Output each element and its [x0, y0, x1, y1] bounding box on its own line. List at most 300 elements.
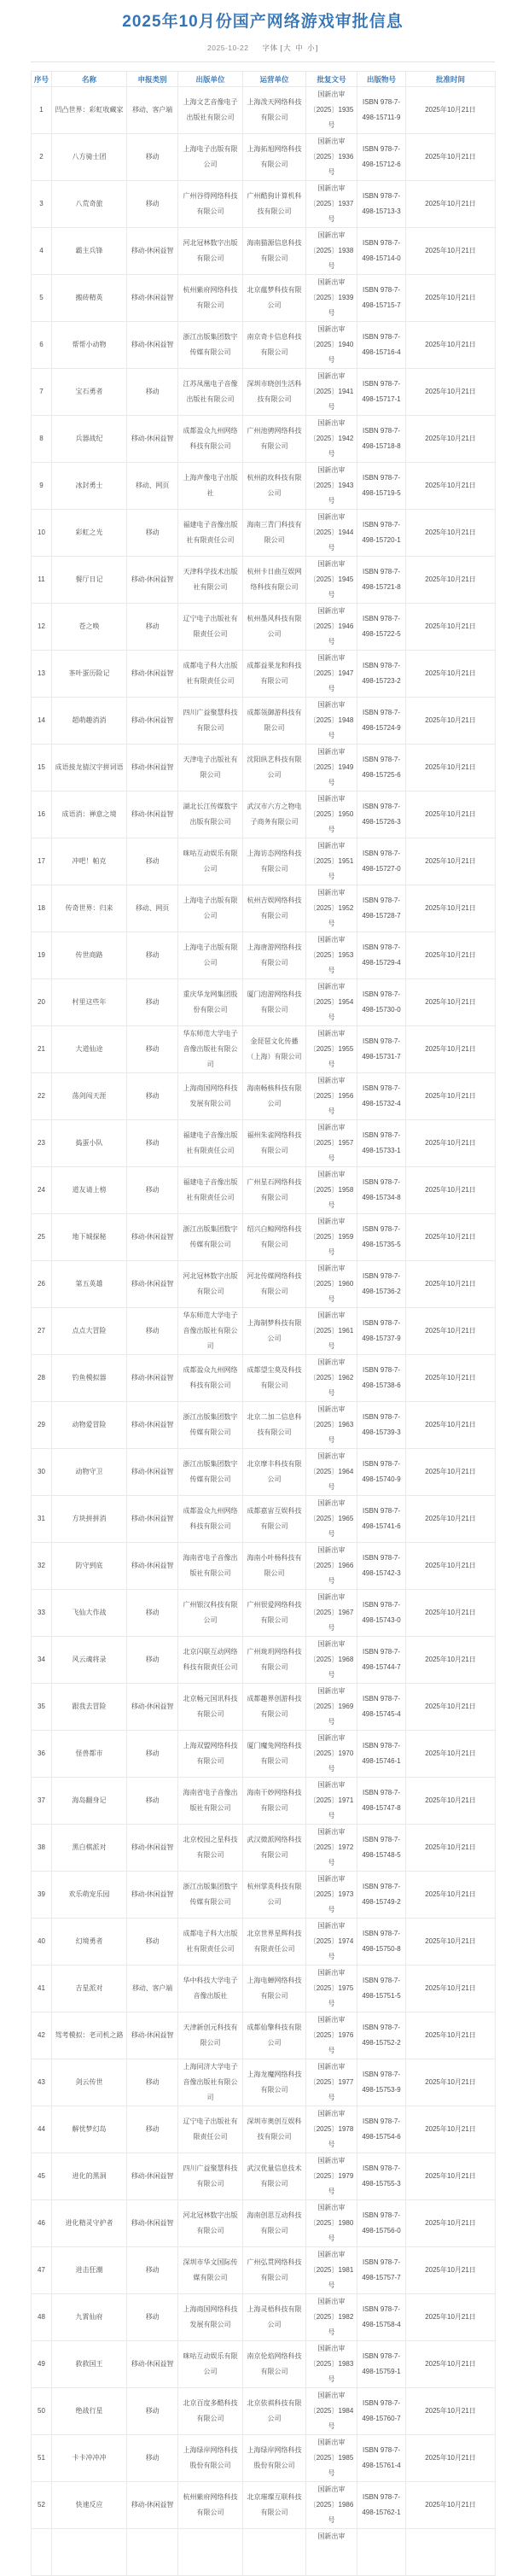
- cell-approval-no: 国新出审 〔2025〕1964 号: [306, 1449, 357, 1496]
- cell-publisher: 北京百度多酷科技有限公司: [178, 2388, 243, 2435]
- cell-approval-date: 2025年10月21日: [406, 87, 496, 134]
- cell-name: 方块拼拼消: [52, 1496, 127, 1543]
- table-row: [32, 651, 496, 698]
- cell-serial: 24: [32, 1167, 52, 1214]
- table-row: [32, 2435, 496, 2482]
- cell-isbn: ISBN 978-7- 498-15757-7: [357, 2247, 406, 2294]
- cell-publisher: 福建电子音像出版社有限责任公司: [178, 1167, 243, 1214]
- cell-isbn: ISBN 978-7- 498-15743-0: [357, 1590, 406, 1637]
- cell-category: 移动-休闲益智: [127, 2012, 178, 2059]
- cell-isbn: ISBN 978-7- 498-15754-6: [357, 2106, 406, 2153]
- cell-name: 怪兽都市: [52, 1731, 127, 1778]
- cell-approval-no: 国新出审: [306, 2529, 357, 2576]
- cell-approval-no: 国新出审 〔2025〕1957 号: [306, 1120, 357, 1167]
- cell-approval-no: 国新出审 〔2025〕1962 号: [306, 1355, 357, 1402]
- cell-approval-no: 国新出审 〔2025〕1949 号: [306, 745, 357, 791]
- cell-approval-date: 2025年10月21日: [406, 1449, 496, 1496]
- font-size-bracket-open: [: [280, 44, 283, 52]
- cell-serial: 43: [32, 2059, 52, 2106]
- cell-category: 移动: [127, 2059, 178, 2106]
- table-row: [32, 557, 496, 604]
- cell-approval-date: 2025年10月21日: [406, 979, 496, 1026]
- cell-operator: 北京世界星辉科技有限责任公司: [243, 1919, 306, 1966]
- cell-isbn: ISBN 978-7- 498-15748-5: [357, 1825, 406, 1872]
- cell-serial: 35: [32, 1684, 52, 1731]
- cell-isbn: ISBN 978-7- 498-15739-3: [357, 1402, 406, 1449]
- cell-name: 黑白棋派对: [52, 1825, 127, 1872]
- column-header-operator: 运营单位: [243, 72, 306, 87]
- cell-category: 移动: [127, 1778, 178, 1825]
- cell-serial: 45: [32, 2153, 52, 2200]
- cell-approval-date: 2025年10月21日: [406, 1073, 496, 1120]
- cell-serial: 7: [32, 369, 52, 416]
- cell-publisher: 上海绿岸网络科技股份有限公司: [178, 2435, 243, 2482]
- cell-approval-no: 国新出审 〔2025〕1947 号: [306, 651, 357, 698]
- cell-operator: 海南三青门科技有限公司: [243, 510, 306, 557]
- cell-name: 第五英雄: [52, 1261, 127, 1308]
- cell-publisher: 四川广益聚慧科技有限公司: [178, 2153, 243, 2200]
- cell-approval-date: [406, 2529, 496, 2576]
- cell-operator: 南京奇卡信息科技有限公司: [243, 322, 306, 369]
- cell-approval-no: 国新出审 〔2025〕1937 号: [306, 181, 357, 228]
- cell-category: 移动-休闲益智: [127, 1872, 178, 1919]
- cell-serial: 36: [32, 1731, 52, 1778]
- cell-category: 移动: [127, 2388, 178, 2435]
- cell-publisher: 浙江出版集团数字传媒有限公司: [178, 322, 243, 369]
- cell-operator: 南京伦焰网络科技有限公司: [243, 2341, 306, 2388]
- cell-approval-no: 国新出审 〔2025〕1943 号: [306, 463, 357, 510]
- cell-serial: 8: [32, 416, 52, 463]
- cell-isbn: ISBN 978-7- 498-15726-3: [357, 791, 406, 838]
- cell-category: 移动: [127, 979, 178, 1026]
- cell-category: 移动: [127, 1731, 178, 1778]
- cell-serial: 42: [32, 2012, 52, 2059]
- cell-isbn: ISBN 978-7- 498-15745-4: [357, 1684, 406, 1731]
- table-row: [32, 2200, 496, 2247]
- cell-operator: 上海拓旭网络科技有限公司: [243, 134, 306, 181]
- cell-operator: 深圳市奥创互娱科技有限公司: [243, 2106, 306, 2153]
- cell-approval-date: 2025年10月21日: [406, 1590, 496, 1637]
- cell-approval-date: 2025年10月21日: [406, 604, 496, 651]
- cell-approval-date: 2025年10月21日: [406, 885, 496, 932]
- cell-serial: 20: [32, 979, 52, 1026]
- cell-serial: 1: [32, 87, 52, 134]
- cell-operator: 成都瓴御游科技有限公司: [243, 698, 306, 745]
- cell-publisher: 成都盈众九州网络科技有限公司: [178, 1355, 243, 1402]
- cell-approval-date: 2025年10月21日: [406, 557, 496, 604]
- column-header-approval-no: 批复文号: [306, 72, 357, 87]
- cell-approval-no: 国新出审 〔2025〕1936 号: [306, 134, 357, 181]
- cell-publisher: 成都电子科大出版社有限责任公司: [178, 651, 243, 698]
- cell-approval-date: 2025年10月21日: [406, 510, 496, 557]
- cell-serial: 13: [32, 651, 52, 698]
- cell-isbn: ISBN 978-7- 498-15747-8: [357, 1778, 406, 1825]
- cell-serial: 16: [32, 791, 52, 838]
- cell-publisher: 四川广益聚慧科技有限公司: [178, 698, 243, 745]
- cell-approval-no: 国新出审 〔2025〕1935 号: [306, 87, 357, 134]
- cell-name: 八方骑士团: [52, 134, 127, 181]
- cell-publisher: 河北冠林数字出版有限公司: [178, 2200, 243, 2247]
- cell-approval-no: 国新出审 〔2025〕1969 号: [306, 1684, 357, 1731]
- cell-category: 移动-休闲益智: [127, 745, 178, 791]
- cell-operator: 上海唐游网络科技有限公司: [243, 932, 306, 979]
- cell-operator: 上海访态网络科技有限公司: [243, 838, 306, 885]
- cell-operator: 河北传媒网络科技有限公司: [243, 1261, 306, 1308]
- page-title: 2025年10月份国产网络游戏审批信息: [122, 13, 404, 31]
- cell-isbn: ISBN 978-7- 498-15713-3: [357, 181, 406, 228]
- cell-operator: 深圳市晓创生活科技有限公司: [243, 369, 306, 416]
- cell-serial: 34: [32, 1637, 52, 1684]
- cell-isbn: ISBN 978-7- 498-15749-2: [357, 1872, 406, 1919]
- cell-serial: 30: [32, 1449, 52, 1496]
- cell-publisher: 天津电子出版社有限公司: [178, 745, 243, 791]
- cell-operator: 武汉优量信息技术有限公司: [243, 2153, 306, 2200]
- cell-publisher: 上海同济大学电子音像出版社有限公司: [178, 2059, 243, 2106]
- cell-serial: 2: [32, 134, 52, 181]
- cell-approval-no: 国新出审 〔2025〕1954 号: [306, 979, 357, 1026]
- cell-approval-no: 国新出审 〔2025〕1973 号: [306, 1872, 357, 1919]
- cell-category: 移动: [127, 1308, 178, 1355]
- cell-approval-date: 2025年10月21日: [406, 2294, 496, 2341]
- cell-category: 移动-休闲益智: [127, 1355, 178, 1402]
- cell-serial: 15: [32, 745, 52, 791]
- cell-name: 剑云传世: [52, 2059, 127, 2106]
- cell-operator: 武汉微派网络科技有限公司: [243, 1825, 306, 1872]
- cell-operator: 绍兴白鲸网络科技有限公司: [243, 1214, 306, 1261]
- cell-category: 移动-休闲益智: [127, 791, 178, 838]
- cell-category: 移动-休闲益智: [127, 1543, 178, 1590]
- cell-approval-date: 2025年10月21日: [406, 2059, 496, 2106]
- cell-isbn: ISBN 978-7- 498-15727-0: [357, 838, 406, 885]
- cell-category: 移动-休闲益智: [127, 1449, 178, 1496]
- cell-isbn: ISBN 978-7- 498-15736-2: [357, 1261, 406, 1308]
- table-row: [32, 979, 496, 1026]
- cell-publisher: 上海电子出版有限公司: [178, 932, 243, 979]
- cell-operator: 上海泼天网络科技有限公司: [243, 87, 306, 134]
- cell-publisher: 上海商国网络科技发展有限公司: [178, 2294, 243, 2341]
- cell-name: 道友请上榜: [52, 1167, 127, 1214]
- cell-serial: 10: [32, 510, 52, 557]
- table-row: [32, 2482, 496, 2529]
- cell-approval-date: 2025年10月21日: [406, 2200, 496, 2247]
- cell-category: 移动、网页: [127, 463, 178, 510]
- cell-serial: 40: [32, 1919, 52, 1966]
- cell-operator: 杭州韵玫科技有限公司: [243, 463, 306, 510]
- cell-isbn: ISBN 978-7- 498-15725-6: [357, 745, 406, 791]
- cell-serial: 18: [32, 885, 52, 932]
- table-row: [32, 1449, 496, 1496]
- cell-publisher: 辽宁电子出版社有限责任公司: [178, 2106, 243, 2153]
- cell-isbn: ISBN 978-7- 498-15729-4: [357, 932, 406, 979]
- cell-name: 大道仙途: [52, 1026, 127, 1073]
- table-row: [32, 1167, 496, 1214]
- cell-approval-no: 国新出审 〔2025〕1948 号: [306, 698, 357, 745]
- cell-isbn: ISBN 978-7- 498-15742-3: [357, 1543, 406, 1590]
- cell-isbn: ISBN 978-7- 498-15712-6: [357, 134, 406, 181]
- cell-approval-date: 2025年10月21日: [406, 1919, 496, 1966]
- cell-category: 移动: [127, 932, 178, 979]
- table-row: [32, 1355, 496, 1402]
- cell-operator: 福州朱雀网络科技有限公司: [243, 1120, 306, 1167]
- cell-publisher: 江苏凤凰电子音像出版社有限公司: [178, 369, 243, 416]
- cell-approval-no: 国新出审 〔2025〕1970 号: [306, 1731, 357, 1778]
- table-row: [32, 1402, 496, 1449]
- cell-isbn: ISBN 978-7- 498-15728-7: [357, 885, 406, 932]
- cell-operator: 广州酷狗计算机科技有限公司: [243, 181, 306, 228]
- cell-name: 防守到底: [52, 1543, 127, 1590]
- table-row: [32, 1261, 496, 1308]
- cell-operator: 成都嘉宙互娱科技有限公司: [243, 1496, 306, 1543]
- table-row: [32, 745, 496, 791]
- cell-operator: 上海制梦科技有限公司: [243, 1308, 306, 1355]
- table-row: [32, 1637, 496, 1684]
- column-header-isbn: 出版物号: [357, 72, 406, 87]
- cell-serial: 27: [32, 1308, 52, 1355]
- cell-isbn: [357, 2529, 406, 2576]
- cell-approval-date: 2025年10月21日: [406, 2247, 496, 2294]
- cell-approval-date: 2025年10月21日: [406, 1402, 496, 1449]
- cell-approval-date: 2025年10月21日: [406, 1825, 496, 1872]
- cell-approval-no: 国新出审 〔2025〕1968 号: [306, 1637, 357, 1684]
- cell-name: 进化的黑洞: [52, 2153, 127, 2200]
- table-header-row: [32, 72, 496, 87]
- cell-category: 移动、客户端: [127, 87, 178, 134]
- table-row: [32, 2153, 496, 2200]
- cell-approval-no: 国新出审 〔2025〕1986 号: [306, 2482, 357, 2529]
- cell-publisher: 浙江出版集团数字传媒有限公司: [178, 1872, 243, 1919]
- cell-publisher: 咪咕互动娱乐有限公司: [178, 838, 243, 885]
- cell-name: 动物爱冒险: [52, 1402, 127, 1449]
- cell-publisher: 成都电子科大出版社有限责任公司: [178, 1919, 243, 1966]
- cell-approval-date: 2025年10月21日: [406, 369, 496, 416]
- table-row: [32, 1872, 496, 1919]
- cell-approval-date: 2025年10月21日: [406, 275, 496, 322]
- cell-publisher: [178, 2529, 243, 2576]
- cell-name: 苍之唤: [52, 604, 127, 651]
- cell-isbn: ISBN 978-7- 498-15724-9: [357, 698, 406, 745]
- cell-isbn: ISBN 978-7- 498-15759-1: [357, 2341, 406, 2388]
- cell-approval-date: 2025年10月21日: [406, 1731, 496, 1778]
- cell-approval-no: 国新出审 〔2025〕1983 号: [306, 2341, 357, 2388]
- table-body: [32, 87, 496, 2576]
- cell-publisher: 河北冠林数字出版有限公司: [178, 1261, 243, 1308]
- cell-approval-date: 2025年10月21日: [406, 1872, 496, 1919]
- table-row: [32, 416, 496, 463]
- table-row: [32, 698, 496, 745]
- cell-name: 驾考模拟：老司机之路: [52, 2012, 127, 2059]
- cell-category: 移动-休闲益智: [127, 557, 178, 604]
- cell-approval-date: 2025年10月21日: [406, 1261, 496, 1308]
- cell-approval-no: 国新出审 〔2025〕1952 号: [306, 885, 357, 932]
- cell-serial: [32, 2529, 52, 2576]
- approval-table: [31, 71, 496, 2576]
- table-row: [32, 838, 496, 885]
- table-row: [32, 2341, 496, 2388]
- cell-approval-date: 2025年10月21日: [406, 2341, 496, 2388]
- cell-operator: 成都望尘莫及科技有限公司: [243, 1355, 306, 1402]
- cell-approval-date: 2025年10月21日: [406, 1778, 496, 1825]
- cell-approval-date: 2025年10月21日: [406, 416, 496, 463]
- cell-isbn: ISBN 978-7- 498-15714-0: [357, 228, 406, 275]
- cell-isbn: ISBN 978-7- 498-15755-3: [357, 2153, 406, 2200]
- table-row: [32, 791, 496, 838]
- cell-name: 绝战行星: [52, 2388, 127, 2435]
- table-row: [32, 2294, 496, 2341]
- font-size-label: 字体: [262, 44, 278, 52]
- cell-isbn: ISBN 978-7- 498-15711-9: [357, 87, 406, 134]
- cell-name: 进击狂潮: [52, 2247, 127, 2294]
- cell-category: 移动: [127, 838, 178, 885]
- cell-approval-date: 2025年10月21日: [406, 1214, 496, 1261]
- cell-serial: 22: [32, 1073, 52, 1120]
- cell-operator: 北京蕴梦科技有限公司: [243, 275, 306, 322]
- table-row: [32, 1684, 496, 1731]
- cell-serial: 17: [32, 838, 52, 885]
- cell-category: 移动: [127, 181, 178, 228]
- cell-operator: 上海绿岸网络科技股份有限公司: [243, 2435, 306, 2482]
- table-row: [32, 510, 496, 557]
- cell-name: 点点大冒险: [52, 1308, 127, 1355]
- cell-operator: 杭州卡日曲互娱网络科技有限公司: [243, 557, 306, 604]
- cell-operator: 北京二加二信息科技有限公司: [243, 1402, 306, 1449]
- cell-operator: 杭州掌英科技有限公司: [243, 1872, 306, 1919]
- cell-approval-date: 2025年10月21日: [406, 745, 496, 791]
- cell-approval-no: 国新出审 〔2025〕1975 号: [306, 1966, 357, 2012]
- cell-isbn: ISBN 978-7- 498-15752-2: [357, 2012, 406, 2059]
- cell-operator: 海南猫源信息科技有限公司: [243, 228, 306, 275]
- cell-operator: 金琵琶文化传播（上海）有限公司: [243, 1026, 306, 1073]
- cell-isbn: ISBN 978-7- 498-15722-5: [357, 604, 406, 651]
- cell-publisher: 上海商国网络科技发展有限公司: [178, 1073, 243, 1120]
- cell-category: 移动-休闲益智: [127, 416, 178, 463]
- cell-approval-date: 2025年10月21日: [406, 1120, 496, 1167]
- cell-approval-date: 2025年10月21日: [406, 1167, 496, 1214]
- cell-publisher: 上海文艺音像电子出版社有限公司: [178, 87, 243, 134]
- table-row: [32, 228, 496, 275]
- cell-publisher: 浙江出版集团数字传媒有限公司: [178, 1449, 243, 1496]
- cell-name: 茶叶蛋历险记: [52, 651, 127, 698]
- cell-serial: 3: [32, 181, 52, 228]
- cell-isbn: ISBN 978-7- 498-15723-2: [357, 651, 406, 698]
- cell-approval-date: 2025年10月21日: [406, 651, 496, 698]
- cell-serial: 14: [32, 698, 52, 745]
- cell-name: 卡卡冲冲冲: [52, 2435, 127, 2482]
- cell-isbn: ISBN 978-7- 498-15760-7: [357, 2388, 406, 2435]
- cell-approval-date: 2025年10月21日: [406, 322, 496, 369]
- cell-category: 移动: [127, 1590, 178, 1637]
- cell-publisher: 天津新创元科技有限公司: [178, 2012, 243, 2059]
- cell-publisher: 咪咕互动娱乐有限公司: [178, 2341, 243, 2388]
- cell-approval-no: 国新出审 〔2025〕1965 号: [306, 1496, 357, 1543]
- cell-name: 八荒奇旅: [52, 181, 127, 228]
- cell-isbn: ISBN 978-7- 498-15744-7: [357, 1637, 406, 1684]
- table-row: [32, 1496, 496, 1543]
- meta-line: [31, 43, 495, 53]
- cell-publisher: 河北冠林数字出版有限公司: [178, 228, 243, 275]
- cell-approval-date: 2025年10月21日: [406, 2435, 496, 2482]
- cell-name: 传奇世界：归来: [52, 885, 127, 932]
- cell-publisher: 成都盈众九州网络科技有限公司: [178, 416, 243, 463]
- cell-isbn: ISBN 978-7- 498-15761-4: [357, 2435, 406, 2482]
- cell-publisher: 北京畅元国讯科技有限公司: [178, 1684, 243, 1731]
- cell-operator: 成都益果龙和科技有限公司: [243, 651, 306, 698]
- cell-serial: 52: [32, 2482, 52, 2529]
- font-size-option-large[interactable]: 大: [283, 44, 292, 52]
- cell-operator: 广州弘贯网络科技有限公司: [243, 2247, 306, 2294]
- cell-operator: 厦门魔兔网络科技有限公司: [243, 1731, 306, 1778]
- cell-serial: 39: [32, 1872, 52, 1919]
- cell-name: 解忧梦幻岛: [52, 2106, 127, 2153]
- font-size-option-medium[interactable]: 中: [295, 44, 304, 52]
- cell-name: 餐厅日记: [52, 557, 127, 604]
- table-row: [32, 369, 496, 416]
- cell-operator: 广州很爱网络科技有限公司: [243, 1590, 306, 1637]
- table-row-partial: [32, 2529, 496, 2576]
- cell-isbn: ISBN 978-7- 498-15719-5: [357, 463, 406, 510]
- divider: [31, 61, 495, 62]
- cell-operator: 海南创思互动科技有限公司: [243, 2200, 306, 2247]
- cell-isbn: ISBN 978-7- 498-15738-6: [357, 1355, 406, 1402]
- table-row: [32, 932, 496, 979]
- cell-isbn: ISBN 978-7- 498-15731-7: [357, 1026, 406, 1073]
- cell-name: 海岛翻身记: [52, 1778, 127, 1825]
- cell-category: 移动: [127, 369, 178, 416]
- cell-name: 传世商路: [52, 932, 127, 979]
- cell-approval-no: 国新出审 〔2025〕1959 号: [306, 1214, 357, 1261]
- cell-approval-date: 2025年10月21日: [406, 1496, 496, 1543]
- cell-approval-no: 国新出审 〔2025〕1941 号: [306, 369, 357, 416]
- cell-approval-no: 国新出审 〔2025〕1938 号: [306, 228, 357, 275]
- cell-name: 欢乐萌宠乐园: [52, 1872, 127, 1919]
- cell-approval-date: 2025年10月21日: [406, 1543, 496, 1590]
- table-row: [32, 2012, 496, 2059]
- cell-publisher: 广州谷得网络科技有限公司: [178, 181, 243, 228]
- cell-approval-date: 2025年10月21日: [406, 2012, 496, 2059]
- cell-approval-date: 2025年10月21日: [406, 1637, 496, 1684]
- cell-approval-no: 国新出审 〔2025〕1940 号: [306, 322, 357, 369]
- cell-category: 移动-休闲益智: [127, 651, 178, 698]
- cell-name: 进化精灵守护者: [52, 2200, 127, 2247]
- cell-approval-no: 国新出审 〔2025〕1980 号: [306, 2200, 357, 2247]
- cell-category: 移动: [127, 134, 178, 181]
- cell-category: 移动: [127, 1026, 178, 1073]
- cell-approval-no: 国新出审 〔2025〕1958 号: [306, 1167, 357, 1214]
- cell-operator: 广州池骋网络科技有限公司: [243, 416, 306, 463]
- cell-operator: 成都仙擎科技有限公司: [243, 2012, 306, 2059]
- font-size-option-small[interactable]: 小: [307, 44, 316, 52]
- cell-isbn: ISBN 978-7- 498-15751-5: [357, 1966, 406, 2012]
- cell-name: 兵器战纪: [52, 416, 127, 463]
- cell-publisher: 湖北长江传媒数字出版有限公司: [178, 791, 243, 838]
- cell-serial: 11: [32, 557, 52, 604]
- cell-serial: 12: [32, 604, 52, 651]
- cell-serial: 31: [32, 1496, 52, 1543]
- cell-isbn: ISBN 978-7- 498-15762-1: [357, 2482, 406, 2529]
- cell-category: 移动、客户端: [127, 1966, 178, 2012]
- cell-name: 搬砖精英: [52, 275, 127, 322]
- cell-operator: 北京璀璨互联科技有限公司: [243, 2482, 306, 2529]
- cell-serial: 25: [32, 1214, 52, 1261]
- cell-serial: 9: [32, 463, 52, 510]
- cell-approval-no: 国新出审 〔2025〕1950 号: [306, 791, 357, 838]
- cell-approval-no: 国新出审 〔2025〕1953 号: [306, 932, 357, 979]
- cell-serial: 26: [32, 1261, 52, 1308]
- cell-category: 移动-休闲益智: [127, 2153, 178, 2200]
- cell-name: 捣蛋小队: [52, 1120, 127, 1167]
- cell-serial: 28: [32, 1355, 52, 1402]
- cell-approval-no: 国新出审 〔2025〕1976 号: [306, 2012, 357, 2059]
- cell-approval-date: 2025年10月21日: [406, 1026, 496, 1073]
